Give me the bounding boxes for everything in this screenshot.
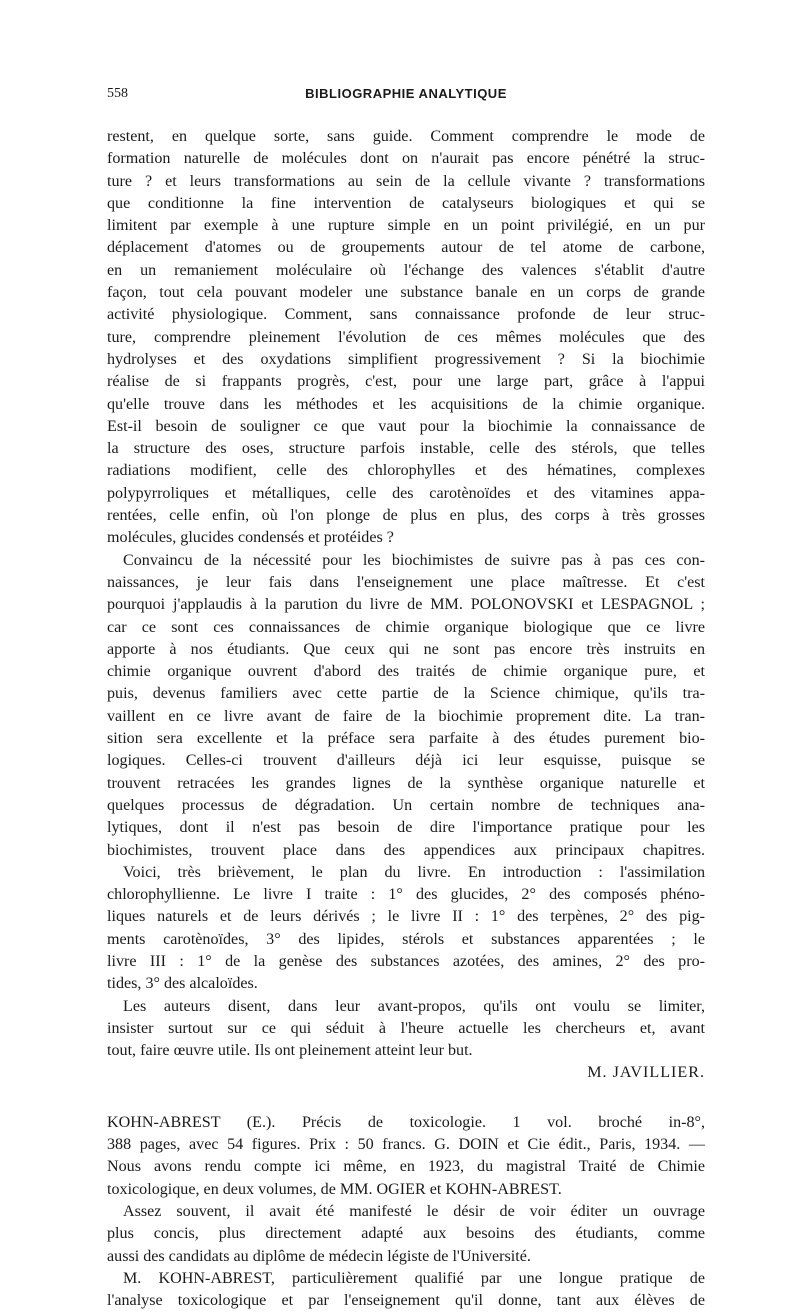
text-line: la structure des oses, structure parfois instable, celle des stérols, que telles	[107, 440, 705, 458]
text-line: aussi des candidats au diplôme de médecin légiste de l'Université.	[107, 1247, 531, 1265]
text-line: livre III : 1° de la genèse des substances azotées, des amines, 2° des pro-	[107, 952, 705, 970]
text-line: réalise de si frappants progrès, c'est, pour une large part, grâce à l'appui	[107, 373, 705, 391]
text-line: quelques processus de dégradation. Un certain nombre de techniques ana-	[107, 796, 705, 814]
text-line: qu'elle trouve dans les méthodes et les acquisitions de la chimie organique.	[107, 395, 705, 413]
text-line: en un remaniement moléculaire où l'échange des valences s'établit d'autre	[107, 261, 705, 279]
text-line: polypyrroliques et métalliques, celle des carotènoïdes et des vitamines appa-	[107, 484, 705, 502]
review-signature: M. JAVILLIER.	[587, 1064, 705, 1082]
text-line: 388 pages, avec 54 figures. Prix : 50 francs. G. DOIN et Cie édit., Paris, 1934. —	[107, 1136, 705, 1154]
text-line: l'analyse toxicologique et par l'enseignement qu'il donne, tant aux élèves de	[107, 1292, 705, 1310]
text-line: ture ? et leurs transformations au sein de la cellule vivante ? transformations	[107, 172, 705, 190]
section-gap	[107, 1085, 705, 1112]
text-line: sition sera excellente et la préface sera parfaite à des études purement bio-	[107, 730, 705, 748]
text-line: pourquoi j'applaudis à la parution du livre de MM. POLONOVSKI et LESPAGNOL ;	[107, 596, 705, 614]
text-line: vaillent en ce livre avant de faire de la biochimie proprement dite. La tran-	[107, 707, 705, 725]
text-line: tides, 3° des alcaloïdes.	[107, 975, 258, 993]
text-line: Les auteurs disent, dans leur avant-propos, qu'ils ont voulu se limiter,	[123, 997, 705, 1015]
text-line: Voici, très brièvement, le plan du livre. En introduction : l'assimilation	[123, 863, 705, 881]
text-line: chlorophyllienne. Le livre I traite : 1° des glucides, 2° des composés phéno-	[107, 886, 705, 904]
text-line: Nous avons rendu compte ici même, en 1923, du magistral Traité de Chimie	[107, 1158, 705, 1176]
text-line: ture, comprendre pleinement l'évolution de ces mêmes molécules que des	[107, 328, 705, 346]
text-line: limitent par exemple à une rupture simple en un point privilégié, en un pur	[107, 217, 705, 235]
text-line: Est-il besoin de souligner ce que vaut pour la biochimie la connaissance de	[107, 417, 705, 435]
text-line: KOHN-ABREST (E.). Précis de toxicologie. 1 vol. broché in-8°,	[107, 1113, 705, 1131]
text-line: formation naturelle de molécules dont on n'aurait pas encore pénétré la struc-	[107, 150, 705, 168]
text-line: façon, tout cela pouvant modeler une substance banale en un corps de grande	[107, 284, 705, 302]
body-text	[107, 126, 705, 1312]
text-line: Assez souvent, il avait été manifesté le désir de voir éditer un ouvrage	[123, 1202, 705, 1220]
text-line: activité physiologique. Comment, sans connaissance profonde de leur struc-	[107, 306, 705, 324]
text-line: hydrolyses et des oxydations simplifient progressivement ? Si la biochimie	[107, 350, 705, 368]
text-line: rentées, celle enfin, où l'on plonge de plus en plus, des corps à très grosses	[107, 507, 705, 525]
text-line: biochimistes, trouvent place dans des appendices aux principaux chapitres.	[107, 841, 705, 859]
text-line: puis, devenus familiers avec cette partie de la Science chimique, qu'ils tra-	[107, 685, 705, 703]
text-line: toxicologique, en deux volumes, de MM. OGIER et KOHN-ABREST.	[107, 1180, 562, 1198]
text-line: M. KOHN-ABREST, particulièrement qualifié par une longue pratique de	[123, 1269, 705, 1287]
text-line: déplacement d'atomes ou de groupements autour de tel atome de carbone,	[107, 239, 705, 257]
text-line: liques naturels et de leurs dérivés ; le livre II : 1° des terpènes, 2° des pig-	[107, 908, 705, 926]
review-javillier	[107, 126, 705, 1085]
text-line: logiques. Celles-ci trouvent d'ailleurs déjà ici leur esquisse, puisque se	[107, 752, 705, 770]
text-line: naissances, je leur fais dans l'enseignement une place maîtresse. Et c'est	[107, 573, 705, 591]
text-line: que conditionne la fine intervention de catalyseurs biologiques et qui se	[107, 194, 705, 212]
text-line: tout, faire œuvre utile. Ils ont pleinement atteint leur but.	[107, 1042, 473, 1060]
text-line: insister surtout sur ce qui séduit à l'heure actuelle les chercheurs et, avant	[107, 1019, 705, 1037]
text-line: ments carotènoïdes, 3° des lipides, stérols et substances apparentées ; le	[107, 930, 705, 948]
review-kohn-abrest	[107, 1112, 705, 1312]
text-line: trouvent retracées les grandes lignes de la synthèse organique naturelle et	[107, 774, 705, 792]
page-header	[107, 86, 705, 110]
text-line: chimie organique ouvrent d'abord des traités de chimie organique pure, et	[107, 663, 705, 681]
text-line: restent, en quelque sorte, sans guide. Comment comprendre le mode de	[107, 128, 705, 145]
text-line: lytiques, dont il n'est pas besoin de dire l'importance pratique pour les	[107, 819, 705, 837]
text-line: apporte à nos étudiants. Que ceux qui ne sont pas encore très instruits en	[107, 640, 705, 658]
text-line: molécules, glucides condensés et protéides ?	[107, 529, 394, 547]
page-number: 558	[107, 86, 128, 101]
text-line: radiations modifient, celle des chlorophylles et des hématines, complexes	[107, 462, 705, 480]
text-line: plus concis, plus directement adapté aux besoins des étudiants, comme	[107, 1225, 705, 1243]
running-title: BIBLIOGRAPHIE ANALYTIQUE	[305, 86, 507, 101]
text-line: car ce sont ces connaissances de chimie organique biologique que ce livre	[107, 618, 705, 636]
text-line: Convaincu de la nécessité pour les biochimistes de suivre pas à pas ces con-	[123, 551, 705, 569]
